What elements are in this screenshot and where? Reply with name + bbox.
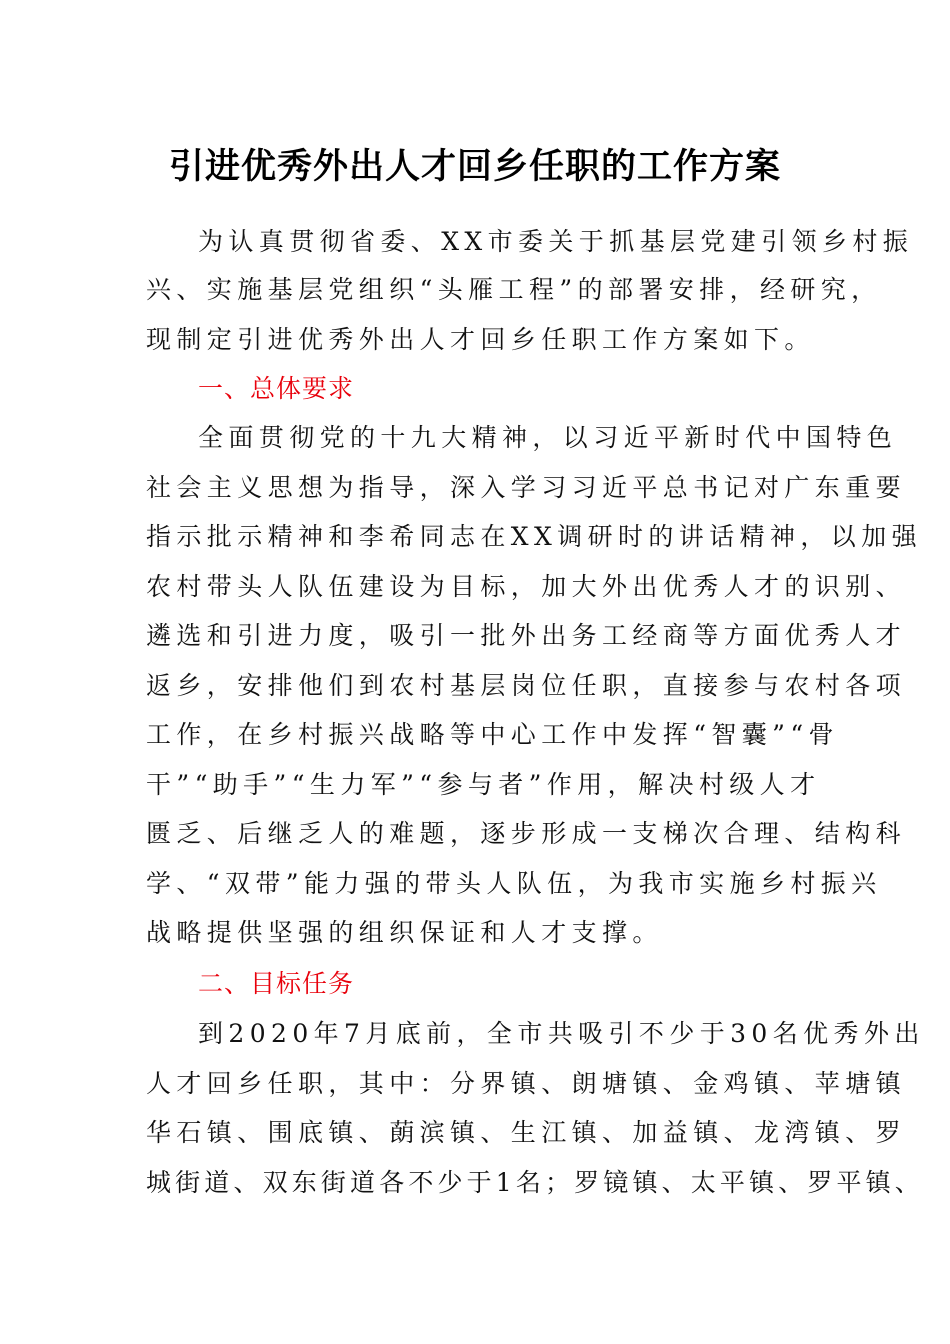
body-line: 返乡，安排他们到农村基层岗位任职，直接参与农村各项 <box>146 671 907 700</box>
body-line: 学、“双带”能力强的带头人队伍，为我市实施乡村振兴 <box>146 869 882 898</box>
intro-line: 兴、实施基层党组织“头雁工程”的部署安排，经研究， <box>146 275 882 304</box>
document-title: 引进优秀外出人才回乡任职的工作方案 <box>168 146 781 187</box>
body-line: 指示批示精神和李希同志在XX调研时的讲话精神，以加强 <box>146 522 922 551</box>
body-line: 战略提供坚强的组织保证和人才支撑。 <box>146 918 663 947</box>
body-line: 华石镇、围底镇、蓢滨镇、生江镇、加益镇、龙湾镇、罗 <box>146 1118 907 1147</box>
section-heading-targets-tasks: 二、目标任务 <box>198 969 355 998</box>
body-line: 干”“助手”“生力军”“参与者”作用，解决村级人才 <box>146 770 821 799</box>
body-line: 人才回乡任职，其中：分界镇、朗塘镇、金鸡镇、苹塘镇 <box>146 1069 907 1098</box>
body-line: 匮乏、后继乏人的难题，逐步形成一支梯次合理、结构科 <box>146 819 907 848</box>
body-line: 全面贯彻党的十九大精神，以习近平新时代中国特色 <box>198 423 898 452</box>
intro-line: 现制定引进优秀外出人才回乡任职工作方案如下。 <box>146 325 815 354</box>
body-line: 社会主义思想为指导，深入学习习近平总书记对广东重要 <box>146 473 907 502</box>
body-line: 到2020年7月底前，全市共吸引不少于30名优秀外出 <box>198 1019 925 1048</box>
body-line: 工作，在乡村振兴战略等中心工作中发挥“智囊”“骨 <box>146 720 839 749</box>
body-line: 城街道、双东街道各不少于1名；罗镜镇、太平镇、罗平镇、 <box>146 1168 924 1197</box>
body-line: 农村带头人队伍建设为目标，加大外出优秀人才的识别、 <box>146 572 907 601</box>
intro-line: 为认真贯彻省委、XX市委关于抓基层党建引领乡村振 <box>198 227 914 256</box>
section-heading-overall-requirements: 一、总体要求 <box>198 374 355 403</box>
body-line: 遴选和引进力度，吸引一批外出务工经商等方面优秀人才 <box>146 621 907 650</box>
